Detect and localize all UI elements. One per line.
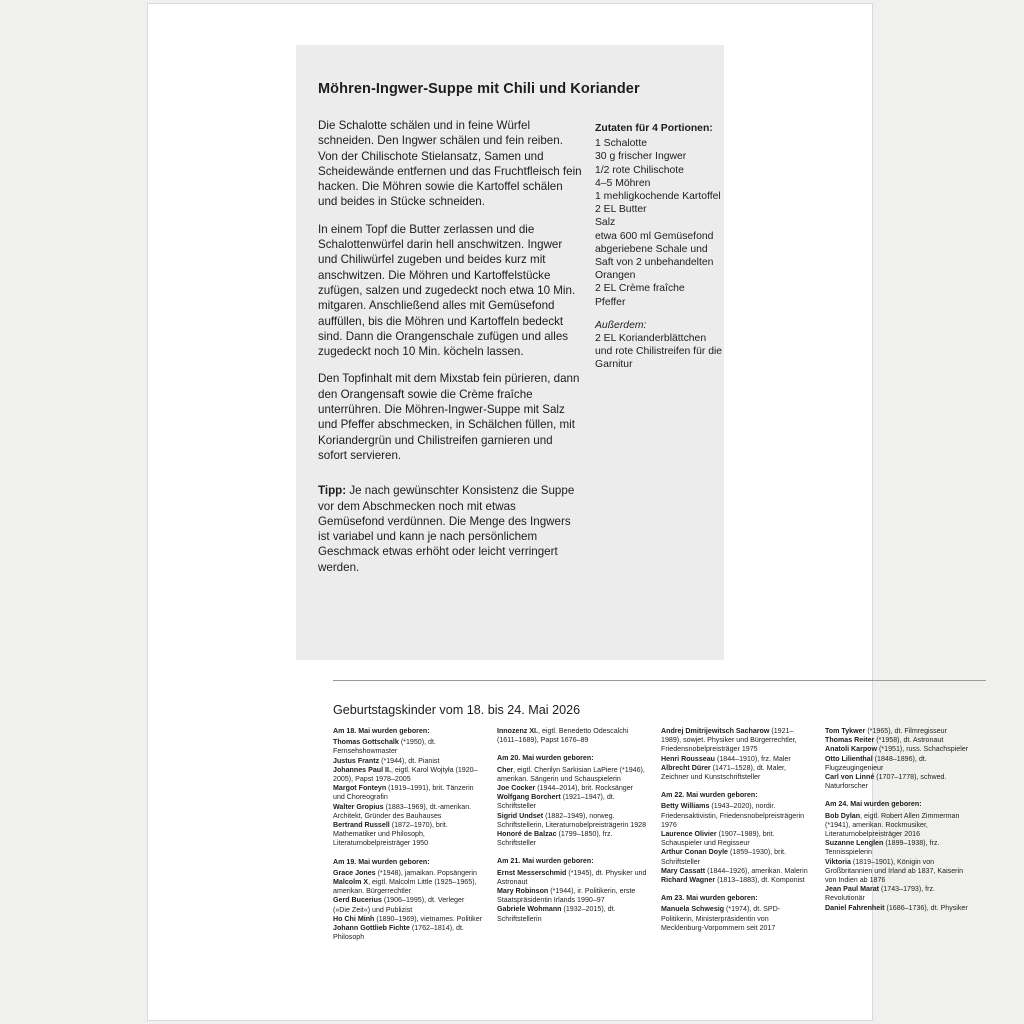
- birthday-person-name: Gerd Bucerius: [333, 896, 382, 905]
- birthdays-title: Geburtstagskinder vom 18. bis 24. Mai 2026: [333, 703, 581, 717]
- ingredient-item: etwa 600 ml Gemüsefond: [595, 230, 714, 242]
- birthdays-column-4: [825, 727, 975, 942]
- ingredients-list: [595, 122, 725, 372]
- birthday-person-name: Bertrand Russell: [333, 821, 390, 830]
- recipe-body: [318, 118, 584, 587]
- birthday-person-name: Honoré de Balzac: [497, 830, 557, 839]
- birthday-entry: [661, 867, 811, 876]
- birthday-person-detail: (*1944), dt. Pianist: [379, 756, 440, 765]
- birthday-person-name: Wolfgang Borchert: [497, 793, 561, 802]
- birthday-group-heading: Am 19. Mai wurden geboren:: [333, 857, 430, 866]
- birthday-entry: [333, 915, 483, 924]
- birthday-person-detail: (1932–2015), dt. Schriftstellerin: [497, 905, 616, 923]
- birthday-person-detail: (1872–1970), brit. Mathematiker und Philosoph, Literaturnobelpreisträger 1950: [333, 821, 448, 848]
- birthday-person-name: Malcolm X: [333, 878, 369, 887]
- recipe-tip-label: Tipp:: [318, 484, 347, 498]
- birthday-person-detail: (*1974), dt. SPD-Politikerin, Ministerpräsidentin von Mecklenburg-Vorpommern seit 2017: [661, 905, 781, 932]
- birthday-person-name: Thomas Gottschalk: [333, 738, 399, 747]
- birthday-entry: [825, 904, 975, 913]
- calendar-page: [148, 4, 969, 1020]
- birthday-person-name: Tom Tykwer: [825, 727, 866, 735]
- birthday-entry: [333, 803, 483, 821]
- birthday-entry: [661, 905, 811, 933]
- birthday-person-detail: , eigtl. Robert Allen Zimmerman (*1941), amerikan. Rockmusiker, Literaturnobelpreisträger 2016: [825, 811, 960, 839]
- birthdays-columns: [333, 727, 987, 942]
- birthday-person-name: Otto Lilienthal: [825, 754, 873, 763]
- birthday-entry: [661, 876, 811, 885]
- birthday-entry: [497, 887, 647, 905]
- birthday-person-detail: (1743–1793), frz. Revolutionär: [825, 885, 936, 903]
- birthday-person-name: Andrej Dmitrijewitsch Sacharow: [661, 727, 770, 735]
- birthday-person-name: Margot Fonteyn: [333, 784, 387, 793]
- birthday-person-detail: (1907–1989), brit. Schauspieler und Regisseur: [661, 830, 775, 848]
- birthday-person-name: Grace Jones: [333, 868, 376, 877]
- birthday-person-name: Arthur Conan Doyle: [661, 848, 728, 857]
- birthday-entry: [825, 839, 975, 857]
- birthday-person-detail: (*1944), ir. Politikerin, erste Staatspräsidentin Irlands 1990–97: [497, 887, 636, 905]
- birthday-person-name: Anatoli Karpow: [825, 745, 878, 754]
- birthday-group-heading: Am 22. Mai wurden geboren:: [661, 791, 758, 800]
- birthday-person-name: Sigrid Undset: [497, 811, 544, 820]
- recipe-paragraph: Die Schalotte schälen und in feine Würfel schneiden. Den Ingwer schälen und fein reiben. Von der Chilischote Stielansatz, Samen und Scheidewände entfernen und das Fruchtfleisch fein hacken. Die Möhren sowie die Kartoffel schälen und beides in Stücke schneiden.: [318, 119, 582, 209]
- birthday-person-detail: (1890–1969), vietnames. Politiker: [374, 914, 483, 923]
- birthday-entry: [661, 830, 811, 848]
- birthday-person-name: Carl von Linné: [825, 773, 875, 782]
- ingredient-item: abgeriebene Schale und Saft von 2 unbehandelten Orangen: [595, 243, 714, 282]
- birthday-entry: [661, 755, 811, 764]
- birthday-entry: [825, 773, 975, 791]
- birthday-person-name: Thomas Reiter: [825, 736, 875, 745]
- birthday-person-detail: (1762–1814), dt. Philosoph: [333, 924, 464, 942]
- birthday-person-detail: (1799–1850), frz. Schriftsteller: [497, 830, 613, 848]
- birthday-person-name: Bob Dylan: [825, 811, 861, 820]
- birthday-entry: [825, 885, 975, 903]
- birthday-person-detail: (*1965), dt. Filmregisseur: [865, 727, 947, 735]
- birthday-person-detail: (1943–2020), nordir. Friedensaktivistin, Friedensnobelpreisträgerin 1976: [661, 802, 805, 829]
- birthday-person-detail: , eigtl. Cherilyn Sarkisian LaPiere (*1946), amerikan. Sängerin und Schauspielerin: [497, 765, 645, 783]
- ingredient-item: 2 EL Crème fraîche: [595, 283, 685, 295]
- birthday-group-heading: Am 20. Mai wurden geboren:: [497, 754, 594, 763]
- birthday-person-name: Justus Frantz: [333, 756, 380, 765]
- birthday-person-name: Mary Robinson: [497, 887, 549, 896]
- birthday-person-name: Ernst Messerschmid: [497, 868, 567, 877]
- birthday-person-name: Cher: [497, 765, 514, 774]
- birthday-entry: [661, 802, 811, 830]
- birthday-entry: [825, 727, 975, 736]
- birthday-entry: [825, 755, 975, 773]
- birthday-entry: [333, 896, 483, 914]
- recipe-title: Möhren-Ingwer-Suppe mit Chili und Koriander: [318, 81, 640, 97]
- birthday-person-name: Daniel Fahrenheit: [825, 903, 885, 912]
- extras-heading: Außerdem:: [595, 319, 647, 331]
- birthday-person-name: Jean Paul Marat: [825, 885, 880, 894]
- birthday-person-detail: (1844–1910), frz. Maler: [715, 754, 791, 763]
- birthday-person-detail: (1944–2014), brit. Rocksänger: [535, 784, 634, 793]
- ingredient-item: 4–5 Möhren: [595, 177, 651, 189]
- birthday-entry: [497, 812, 647, 830]
- birthday-entry: [661, 848, 811, 866]
- ingredient-item: Pfeffer: [595, 296, 626, 308]
- birthday-person-detail: , eigtl. Benedetto Odescalchi (1611–1689), Papst 1676–89: [497, 727, 629, 745]
- birthday-person-name: Albrecht Dürer: [661, 763, 711, 772]
- section-divider: [333, 680, 986, 681]
- birthday-person-detail: (1921–1989), sowjet. Physiker und Bürgerrechtler, Friedensnobelpreisträger 1975: [661, 727, 797, 754]
- birthday-person-detail: (1471–1528), dt. Maler, Zeichner und Kunstschriftsteller: [661, 763, 786, 782]
- birthday-person-detail: (1883–1969), dt.-amerikan. Architekt, Gründer des Bauhauses: [333, 802, 472, 820]
- birthday-person-name: Richard Wagner: [661, 876, 716, 885]
- birthday-entry: [333, 869, 483, 878]
- birthday-person-detail: (1906–1995), dt. Verleger (»Die Zeit«) und Publizist: [333, 896, 465, 914]
- birthday-entry: [333, 821, 483, 849]
- birthday-person-name: Henri Rousseau: [661, 754, 716, 763]
- birthday-group-heading: Am 21. Mai wurden geboren:: [497, 857, 594, 866]
- birthday-person-detail: (1859–1930), brit. Schriftsteller: [661, 848, 786, 866]
- ingredient-item: 1/2 rote Chilischote: [595, 164, 684, 176]
- birthday-person-detail: (1686–1736), dt. Physiker: [884, 903, 968, 912]
- birthday-person-detail: (1707–1778), schwed. Naturforscher: [825, 773, 947, 791]
- birthday-person-name: Ho Chi Minh: [333, 914, 375, 923]
- birthday-person-detail: (*1950), dt. Fernsehshowmaster: [333, 738, 436, 756]
- birthday-person-detail: (*1958), dt. Astronaut: [874, 736, 944, 745]
- birthday-person-name: Suzanne Lenglen: [825, 839, 884, 848]
- birthday-person-name: Viktoria: [825, 857, 851, 866]
- birthday-entry: [333, 738, 483, 756]
- birthday-entry: [333, 924, 483, 942]
- birthday-person-detail: (1921–1947), dt. Schriftsteller: [497, 793, 615, 811]
- birthday-person-name: Mary Cassatt: [661, 866, 706, 875]
- ingredient-item: 30 g frischer Ingwer: [595, 151, 687, 163]
- birthday-person-detail: (*1951), russ. Schachspieler: [877, 745, 969, 754]
- birthday-entry: [825, 812, 975, 840]
- recipe-paragraph: In einem Topf die Butter zerlassen und die Schalottenwürfel darin hell anschwitzen. Ingwer und Chiliwürfel zugeben und beides kurz mit anschwitzen. Die Möhren und Kartoffelstücke zufügen, salzen und zugedeckt noch etwa 10 Min. mitgaren. Anschließend alles mit Gemüsefond auffüllen, bis die Möhren und Kartoffeln bedeckt sind. Dann die Orangenschale zufügen und alles zugedeckt noch 10 Min. köcheln lassen.: [318, 222, 576, 359]
- birthday-person-name: Gabriele Wohmann: [497, 905, 562, 914]
- birthday-group-heading: Am 24. Mai wurden geboren:: [825, 800, 922, 809]
- birthday-person-detail: , eigtl. Malcolm Little (1925–1965), amerikan. Bürgerrechtler: [333, 878, 477, 896]
- birthday-person-detail: (1819–1901), Königin von Großbritannien und Irland ab 1837, Kaiserin von Indien ab 1876: [825, 857, 964, 885]
- birthday-person-name: Johannes Paul II.: [333, 765, 391, 774]
- birthday-person-name: Johann Gottlieb Fichte: [333, 924, 410, 933]
- birthday-group-heading: Am 23. Mai wurden geboren:: [661, 894, 758, 903]
- birthday-entry: [333, 757, 483, 766]
- birthday-person-detail: (*1945), dt. Physiker und Astronaut: [497, 868, 647, 886]
- birthday-entry: [497, 727, 647, 745]
- birthday-person-name: Joe Cocker: [497, 784, 536, 793]
- birthday-entry: [333, 784, 483, 802]
- birthday-person-detail: , eigtl. Karol Wojtyła (1920–2005), Papst 1978–2005: [333, 765, 478, 784]
- ingredient-item: 1 Schalotte: [595, 138, 647, 150]
- birthday-person-name: Manuela Schwesig: [661, 905, 725, 914]
- ingredient-item: Salz: [595, 217, 616, 229]
- birthdays-column-2: [497, 727, 647, 942]
- birthday-entry: [497, 793, 647, 811]
- birthday-person-detail: (1844–1926), amerikan. Malerin: [705, 866, 808, 875]
- birthday-person-detail: (1813–1883), dt. Komponist: [715, 876, 805, 885]
- birthday-entry: [661, 764, 811, 782]
- birthdays-column-1: [333, 727, 483, 942]
- birthday-entry: [825, 858, 975, 886]
- birthday-person-name: Walter Gropius: [333, 802, 384, 811]
- birthday-entry: [497, 905, 647, 923]
- birthday-person-detail: (*1948), jamaikan. Popsängerin: [375, 868, 477, 877]
- birthday-entry: [497, 784, 647, 793]
- birthday-entry: [333, 766, 483, 784]
- ingredients-heading: Zutaten für 4 Portionen:: [595, 123, 713, 134]
- birthday-person-name: Innozenz XI.: [497, 727, 538, 735]
- recipe-tip: [318, 483, 584, 575]
- extras-item: 2 EL Korianderblättchen und rote Chilistreifen für die Garnitur: [595, 333, 723, 371]
- ingredient-item: 1 mehligkochende Kartoffel: [595, 191, 721, 203]
- birthday-person-name: Laurence Olivier: [661, 830, 717, 839]
- birthday-entry: [333, 878, 483, 896]
- birthday-person-name: Betty Williams: [661, 802, 710, 811]
- birthday-entry: [661, 727, 811, 755]
- birthday-entry: [497, 869, 647, 887]
- birthdays-column-3: [661, 727, 811, 942]
- birthday-entry: [825, 736, 975, 745]
- recipe-paragraph: Den Topfinhalt mit dem Mixstab fein pürieren, dann den Orangensaft sowie die Crème fraîche unterrühren. Die Möhren-Ingwer-Suppe mit Salz und Pfeffer abschmecken, in Schälchen füllen, mit Koriandergrün und Chilistreifen garnieren und sofort servieren.: [318, 372, 580, 462]
- birthday-person-detail: (1882–1949), norweg. Schriftstellerin, Literaturnobelpreisträgerin 1928: [497, 811, 647, 829]
- birthday-entry: [497, 766, 647, 784]
- recipe-tip-text: Je nach gewünschter Konsistenz die Suppe vor dem Abschmecken noch mit etwas Gemüsefond verdünnen. Die Menge des Ingwers ist variabel und kann je nach persönlichem Geschmack etwas erhöht oder leicht verringert werden.: [318, 484, 575, 574]
- birthday-entry: [497, 830, 647, 848]
- birthday-person-detail: (1899–1938), frz. Tennisspielerin: [825, 839, 940, 857]
- birthday-entry: [825, 745, 975, 754]
- birthday-group-heading: Am 18. Mai wurden geboren:: [333, 727, 430, 735]
- ingredient-item: 2 EL Butter: [595, 204, 647, 216]
- birthday-person-detail: (1848–1896), dt. Flugzeugingenieur: [825, 754, 927, 772]
- birthday-person-detail: (1919–1991), brit. Tänzerin und Choreografin: [333, 784, 474, 802]
